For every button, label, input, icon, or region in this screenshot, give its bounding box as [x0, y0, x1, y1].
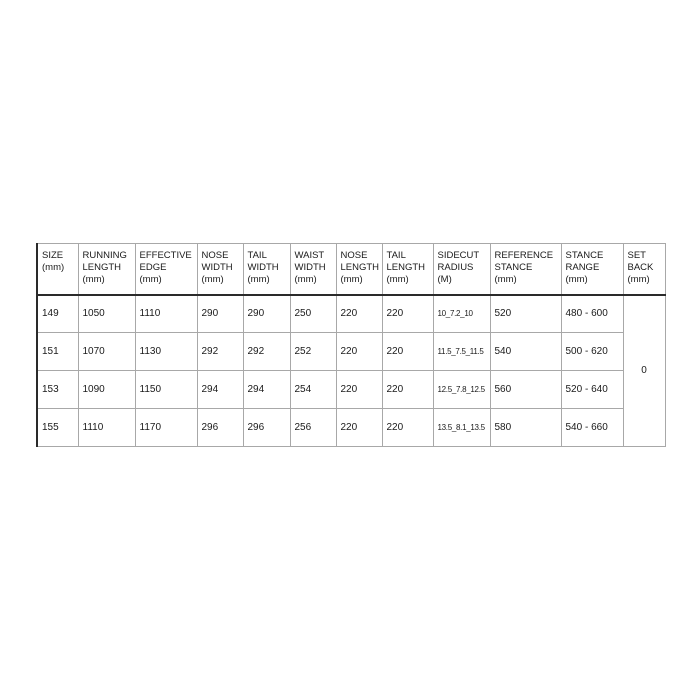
- cell-waist-width: 256: [290, 409, 336, 447]
- cell-nose-length: 220: [336, 371, 382, 409]
- cell-tail-length: 220: [382, 333, 433, 371]
- cell-waist-width: 254: [290, 371, 336, 409]
- header-effective-edge: EFFECTIVE EDGE (mm): [135, 244, 197, 295]
- header-nose-length: NOSE LENGTH (mm): [336, 244, 382, 295]
- cell-size: 155: [37, 409, 78, 447]
- cell-tail-width: 290: [243, 295, 290, 333]
- cell-effective-edge: 1170: [135, 409, 197, 447]
- cell-stance-range: 520 - 640: [561, 371, 623, 409]
- header-reference-stance: REFERENCE STANCE (mm): [490, 244, 561, 295]
- cell-tail-width: 294: [243, 371, 290, 409]
- cell-tail-length: 220: [382, 295, 433, 333]
- cell-running-length: 1090: [78, 371, 135, 409]
- header-running-length: RUNNING LENGTH (mm): [78, 244, 135, 295]
- cell-tail-length: 220: [382, 409, 433, 447]
- cell-set-back: 0: [623, 295, 665, 447]
- cell-effective-edge: 1130: [135, 333, 197, 371]
- cell-sidecut-radius: 13.5_8.1_13.5: [433, 409, 490, 447]
- table-row: [37, 371, 665, 409]
- cell-waist-width: 252: [290, 333, 336, 371]
- header-stance-range: STANCE RANGE (mm): [561, 244, 623, 295]
- cell-sidecut-radius: 11.5_7.5_11.5: [433, 333, 490, 371]
- cell-stance-range: 540 - 660: [561, 409, 623, 447]
- cell-size: 149: [37, 295, 78, 333]
- cell-nose-length: 220: [336, 295, 382, 333]
- cell-size: 151: [37, 333, 78, 371]
- table-row: [37, 333, 665, 371]
- cell-sidecut-radius: 12.5_7.8_12.5: [433, 371, 490, 409]
- cell-sidecut-radius: 10_7.2_10: [433, 295, 490, 333]
- table-header-row: [37, 244, 665, 295]
- cell-nose-width: 290: [197, 295, 243, 333]
- cell-stance-range: 500 - 620: [561, 333, 623, 371]
- cell-reference-stance: 560: [490, 371, 561, 409]
- cell-nose-length: 220: [336, 333, 382, 371]
- cell-waist-width: 250: [290, 295, 336, 333]
- header-set-back: SET BACK (mm): [623, 244, 665, 295]
- cell-nose-width: 294: [197, 371, 243, 409]
- header-tail-length: TAIL LENGTH (mm): [382, 244, 433, 295]
- header-sidecut-radius: SIDECUT RADIUS (M): [433, 244, 490, 295]
- header-tail-width: TAIL WIDTH (mm): [243, 244, 290, 295]
- ski-spec-table: [36, 243, 666, 447]
- cell-stance-range: 480 - 600: [561, 295, 623, 333]
- cell-nose-width: 296: [197, 409, 243, 447]
- header-waist-width: WAIST WIDTH (mm): [290, 244, 336, 295]
- cell-nose-width: 292: [197, 333, 243, 371]
- cell-reference-stance: 520: [490, 295, 561, 333]
- cell-tail-length: 220: [382, 371, 433, 409]
- cell-size: 153: [37, 371, 78, 409]
- cell-effective-edge: 1150: [135, 371, 197, 409]
- cell-reference-stance: 540: [490, 333, 561, 371]
- header-size: SIZE (mm): [37, 244, 78, 295]
- cell-tail-width: 292: [243, 333, 290, 371]
- cell-nose-length: 220: [336, 409, 382, 447]
- cell-running-length: 1070: [78, 333, 135, 371]
- cell-reference-stance: 580: [490, 409, 561, 447]
- cell-effective-edge: 1110: [135, 295, 197, 333]
- cell-tail-width: 296: [243, 409, 290, 447]
- header-nose-width: NOSE WIDTH (mm): [197, 244, 243, 295]
- table-row: [37, 409, 665, 447]
- cell-running-length: 1050: [78, 295, 135, 333]
- cell-running-length: 1110: [78, 409, 135, 447]
- table-row: [37, 295, 665, 333]
